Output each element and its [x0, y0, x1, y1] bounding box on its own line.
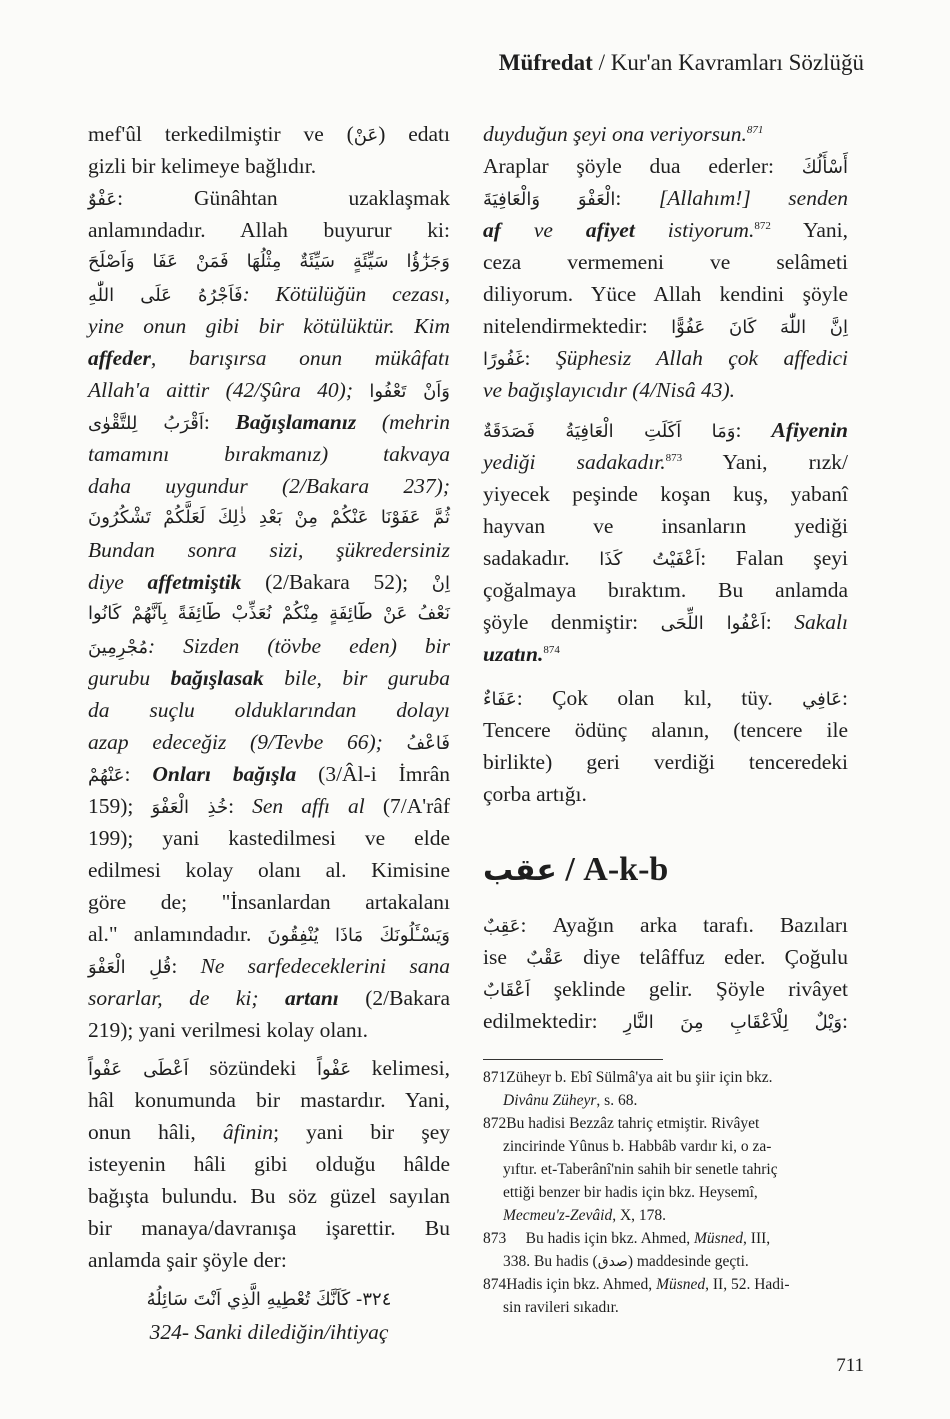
text-line: af ve afiyet istiyorum.$^{872}$ Yani, [483, 218, 848, 242]
text-line: عَفَاءٌ: Çok olan kıl, tüy. عَافِي: [483, 686, 848, 710]
footnote-line: ettiği benzer bir hadis için bkz. Heysemî, [503, 1184, 758, 1201]
text-line: اَقْرَبُ لِلتَّقْوٰى: Bağışlamanız (mehrin [88, 410, 450, 434]
text-line: اَعْطَى عَفْواً sözündeki عَفْواً kelimesi, [88, 1056, 450, 1080]
header-title-rest: / Kur'an Kavramları Sözlüğü [592, 50, 864, 75]
footnote-line: zincirinde Yûnus b. Habbâb vardır ki, o za- [503, 1138, 772, 1155]
text-line: azap edeceğiz (9/Tevbe 66); فَاعْفُ [88, 730, 450, 754]
footnotes [483, 1066, 848, 1319]
page-number: 711 [836, 1355, 864, 1376]
footnote-871: 871Züheyr b. Ebî Sülmâ'ya ait bu şiir için bkz. [483, 1069, 773, 1086]
right-column [483, 118, 848, 1319]
running-header [499, 50, 864, 76]
text-line: çoğalmaya bıraktım. Bu anlamda [483, 578, 848, 602]
footnote-line: 338. Bu hadis (صدق) maddesinde geçti. [503, 1253, 749, 1270]
text-line: Tencere ödünç alanın, (tencere ile [483, 718, 848, 742]
arabic-verse-line: نَعْفُ عَنْ طَٓائِفَةٍ مِنْكُمْ نُعَذِّبْ طَٓائِفَةً بِاَنَّهُمْ كَانُوا [88, 603, 450, 624]
footnote-ref: 874 [543, 643, 560, 656]
text-line: daha uygundur (2/Bakara 237); [88, 474, 450, 498]
text-line: mef'ûl terkedilmiştir ve (عَنْ) edatı [88, 122, 450, 146]
footnote-ref: 871 [746, 123, 764, 136]
text-line: 219); yani verilmesi kolay olanı. [88, 1018, 369, 1042]
text-line: anlamındadır. Allah buyurur ki: [88, 218, 450, 242]
text-line: sadakadır. اَعْفَيْتُ كَذَا: Falan şeyi [483, 546, 848, 570]
text-line: sorarlar, de ki; artanı (2/Bakara [88, 986, 450, 1010]
text-line: hâl konumunda bir mastardır. Yani, [88, 1088, 450, 1112]
text-line: bir manaya/davranışa işarettir. Bu [88, 1216, 450, 1240]
left-column [88, 118, 450, 1348]
text-line: şöyle denmiştir: اَعْفُوا اللِّحَى: Sakalı [483, 610, 848, 634]
text-line: bağışta bulundu. Bu söz güzel sayılan [88, 1184, 450, 1208]
text-line: çorba artığı. [483, 782, 587, 806]
text-line: وَمَا اَكَلَتِ الْعَافِيَةُ فَصَدَقَةٌ: Afiyenin [483, 418, 848, 442]
text-line: diye affetmiştik (2/Bakara 52); اِنْ [88, 570, 450, 594]
text-line: yediği sadakadır.$^{873}$ Yani, rızk/ [483, 450, 848, 474]
footnote-ref: 873 [665, 451, 683, 464]
text-line: duyduğun şeyi ona veriyorsun.$^{871}$ [483, 122, 764, 146]
footnote-ref: 872 [754, 219, 771, 232]
text-line: ve bağışlayıcıdır (4/Nisâ 43). [483, 378, 735, 402]
text-line: غَفُورًا: Şüphesiz Allah çok affedici [483, 346, 848, 370]
text-line: gizli bir kelimeye bağlıdır. [88, 154, 317, 178]
text-line: ise عَقْبٌ diye telâffuz eder. Çoğulu [483, 945, 848, 969]
footnote-divider [483, 1059, 663, 1060]
text-line: الْعَفْوَ وَالْعَافِيَةَ: [Allahım!] senden [483, 186, 848, 210]
arabic-verse-line: ثُمَّ عَفَوْنَا عَنْكُمْ مِنْ بَعْدِ ذٰلِكَ لَعَلَّكُمْ تَشْكُرُونَ [88, 507, 450, 528]
text-line: عَنْهُمْ: Onları bağışla (3/Âl-i İmrân [88, 762, 450, 786]
text-line: Araplar şöyle dua ederler: أَسْأَلُكَ [483, 154, 848, 178]
text-line: ceza vermemeni ve selâmeti [483, 250, 848, 274]
footnote-line: Divânu Züheyr, s. 68. [503, 1092, 638, 1109]
text-line: مُجْرِمِينَ: Sizden (tövbe eden) bir [88, 634, 450, 658]
footnote-873: 873 Bu hadis için bkz. Ahmed, Müsned, III, [483, 1230, 771, 1247]
text-line: 199); yani kastedilmesi ve elde [88, 826, 450, 850]
text-line: hayvan ve insanların yediği [483, 514, 848, 538]
text-line: قُلِ الْعَفْوَ: Ne sarfedeceklerini sana [88, 954, 450, 978]
text-line: gurubu bağışlasak bile, bir guruba [88, 666, 450, 690]
text-line: diliyorum. Yüce Allah kendini şöyle [483, 282, 848, 306]
footnote-872: 872Bu hadisi Bezzâz tahriç etmiştir. Rivâyet [483, 1115, 760, 1132]
text-line: yiyecek peşinde koşan kuş, yabanî [483, 482, 848, 506]
arabic-poem-line: ٣٢٤- كَاَنَّكَ تُعْطِيهِ الَّذِي اَنْتَ سَائِلُهُ [146, 1289, 392, 1310]
footnote-line: Mecmeu'z-Zevâid, X, 178. [503, 1207, 667, 1224]
text-line: اَعْقَابٌ şeklinde gelir. Şöyle rivâyet [483, 977, 848, 1001]
section-heading: عقب / A-k-b [483, 851, 669, 888]
footnote-line: sin ravileri sıkadır. [503, 1299, 619, 1316]
text-line: onun hâli, âfinin; yani bir şey [88, 1120, 450, 1144]
text-line: tamamını bırakmanız) takvaya [88, 442, 450, 466]
text-line: anlamda şair şöyle der: [88, 1248, 287, 1272]
text-line: affeder, barışırsa onun mükâfatı [88, 346, 450, 370]
text-line: isteyenin hâli gibi olduğu hâlde [88, 1152, 450, 1176]
text-line: 159); خُذِ الْعَفْوَ: Sen affı al (7/A'râf [88, 794, 450, 818]
text-line: al." anlamındadır. وَيَسْـَٔلُونَكَ مَاذَا يُنْفِقُونَ [88, 922, 450, 946]
text-line: edilmektedir: وَيْلٌ لِلْاَعْقَابِ مِنَ النَّارِ: [483, 1009, 848, 1033]
text-line: uzatın.$^{874}$ [483, 642, 560, 666]
section-heading-arabic: عقب [483, 853, 557, 888]
footnote-874: 874Hadis için bkz. Ahmed, Müsned, II, 52. Hadi- [483, 1276, 790, 1293]
text-line: nitelendirmektedir: اِنَّ اللّٰهَ كَانَ عَفُوًّا [483, 314, 848, 338]
header-title-bold: Müfredat [498, 50, 593, 75]
text-line: فَاَجْرُهُ عَلَى اللّٰهِ: Kötülüğün cezası, [88, 282, 450, 306]
text-line: 324- Sanki dilediğin/ihtiyaç [149, 1320, 389, 1344]
text-line: عَفْوٌ: Günâhtan uzaklaşmak [88, 186, 450, 210]
text-line: göre de; "İnsanlardan artakalanı [88, 890, 450, 914]
section-heading-latin: A-k-b [583, 851, 669, 888]
text-line: Allah'a aittir (42/Şûra 40); وَاَنْ تَعْفُوا [88, 378, 450, 402]
text-line: yine onun gibi bir kötülüktür. Kim [88, 314, 450, 338]
footnote-line: yıftır. et-Taberânî'nin sahih bir senetle tahriç [503, 1161, 778, 1178]
text-line: Bundan sonra sizi, şükredersiniz [88, 538, 450, 562]
text-line: birlikte) geri verdiği tenceredeki [483, 750, 848, 774]
arabic-verse-line: وَجَزٰٓؤُا سَيِّئَةٍ سَيِّئَةٌ مِثْلُهَا فَمَنْ عَفَا وَاَصْلَحَ [88, 251, 450, 272]
text-line: عَقِبٌ: Ayağın arka tarafı. Bazıları [483, 913, 848, 937]
text-line: edilmesi kolay olanı al. Kimisine [88, 858, 450, 882]
text-line: da suçlu olduklarından dolayı [88, 698, 450, 722]
